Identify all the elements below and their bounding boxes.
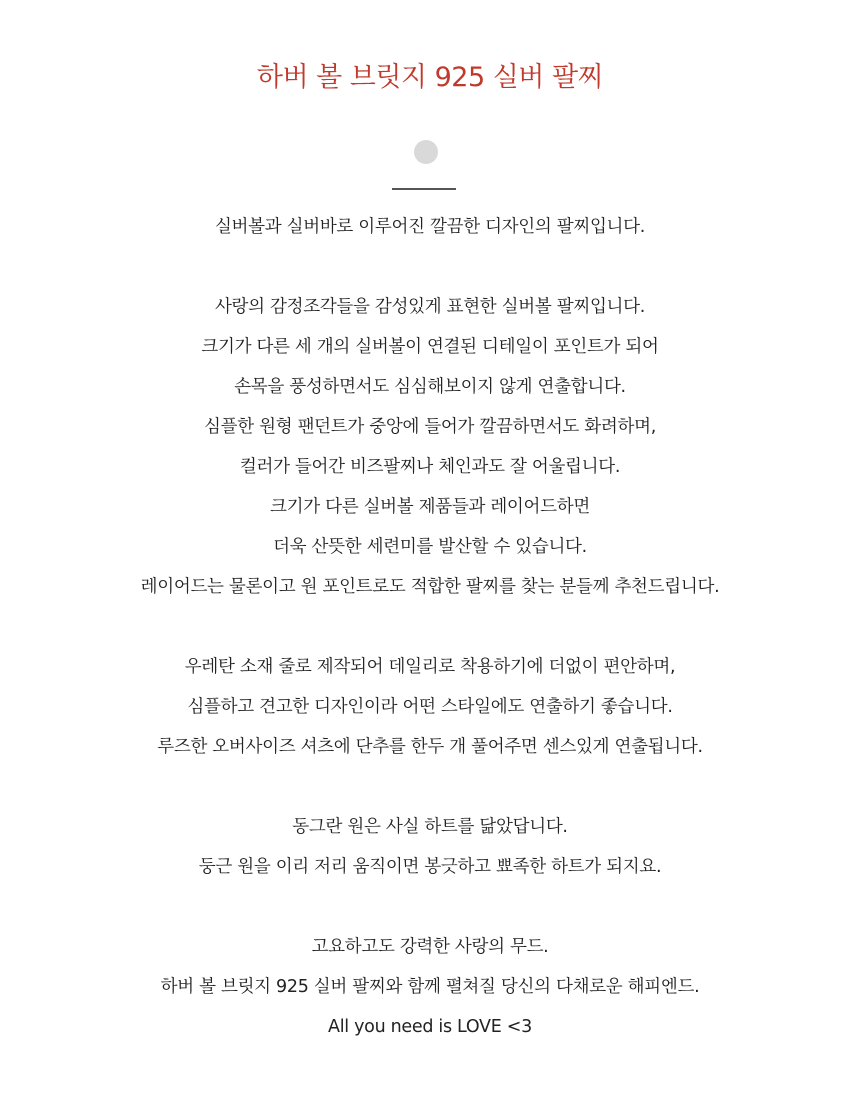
description-line: 사랑의 감정조각들을 감성있게 표현한 실버볼 팔찌입니다. xyxy=(214,297,646,317)
paragraph-spacer xyxy=(0,887,860,927)
product-title: 하버 볼 브릿지 925 실버 팔찌 xyxy=(256,62,604,93)
description-line: 둥근 원을 이리 저리 움직이면 봉긋하고 뾰족한 하트가 되지요. xyxy=(198,857,662,877)
description-line: 하버 볼 브릿지 925 실버 팔찌와 함께 펼쳐질 당신의 다채로운 해피엔드. xyxy=(160,977,700,997)
description-line: 크기가 다른 실버볼 제품들과 레이어드하면 xyxy=(270,497,590,517)
description-line: 우레탄 소재 줄로 제작되어 데일리로 착용하기에 더없이 편안하며, xyxy=(184,657,676,677)
description-line: 심플하고 견고한 디자인이라 어떤 스타일에도 연출하기 좋습니다. xyxy=(187,697,673,717)
description-line: 고요하고도 강력한 사랑의 무드. xyxy=(311,937,549,957)
description-line: 더욱 산뜻한 세련미를 발산할 수 있습니다. xyxy=(273,537,587,557)
description-line: 심플한 원형 팬던트가 중앙에 들어가 깔끔하면서도 화려하며, xyxy=(204,417,656,437)
description-line: 컬러가 들어간 비즈팔찌나 체인과도 잘 어울립니다. xyxy=(239,457,621,477)
paragraph-spacer xyxy=(0,607,860,647)
description-line: 손목을 풍성하면서도 심심해보이지 않게 연출합니다. xyxy=(234,377,626,397)
paragraph-spacer xyxy=(0,247,860,287)
description-line: 레이어드는 물론이고 원 포인트로도 적합한 팔찌를 찾는 분들께 추천드립니다. xyxy=(140,577,720,597)
divider-line xyxy=(392,188,456,190)
decorative-dot xyxy=(414,140,438,164)
paragraph-spacer xyxy=(0,767,860,807)
description-line: 크기가 다른 세 개의 실버볼이 연결된 디테일이 포인트가 되어 xyxy=(201,337,659,357)
closing-line: All you need is LOVE <3 xyxy=(328,1017,532,1037)
description-line: 루즈한 오버사이즈 셔츠에 단추를 한두 개 풀어주면 센스있게 연출됩니다. xyxy=(157,737,703,757)
description-line: 동그란 원은 사실 하트를 닮았답니다. xyxy=(292,817,568,837)
description-line: 실버볼과 실버바로 이루어진 깔끔한 디자인의 팔찌입니다. xyxy=(214,217,646,237)
product-description xyxy=(0,207,860,1047)
